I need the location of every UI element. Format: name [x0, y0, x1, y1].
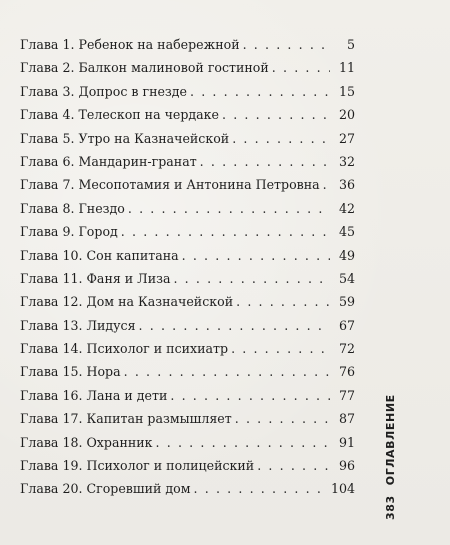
toc-entry — [20, 294, 355, 317]
toc-leader-dots — [128, 201, 330, 216]
toc-entry — [20, 177, 355, 200]
toc-entry — [20, 201, 355, 224]
toc-entry-title: Глава 9. Город — [20, 224, 118, 240]
toc-leader-dots — [232, 131, 330, 146]
toc-entry — [20, 435, 355, 458]
toc-leader-dots — [235, 411, 330, 426]
toc-entry — [20, 84, 355, 107]
toc-entry-page: 5 — [346, 37, 355, 52]
toc-entry-title: Глава 8. Гнездо — [20, 200, 125, 216]
toc-entry-page: 49 — [338, 247, 355, 263]
toc-entry-title: Глава 7. Месопотамия и Антонина Петровна — [20, 177, 320, 193]
table-of-contents — [20, 37, 355, 505]
toc-entry-page: 36 — [338, 177, 355, 193]
toc-entry-page: 32 — [338, 153, 355, 169]
toc-entry — [20, 481, 355, 504]
toc-entry-title: Глава 18. Охранник — [20, 434, 153, 450]
toc-entry-title: Глава 2. Балкон малиновой гостиной — [20, 60, 269, 76]
toc-entry-page: 67 — [338, 317, 355, 333]
toc-entry-page: 45 — [338, 224, 355, 240]
toc-leader-dots — [272, 60, 330, 75]
toc-entry-title: Глава 16. Лана и дети — [20, 387, 168, 403]
running-head-label: ОГЛАВЛЕНИЕ — [384, 394, 397, 486]
toc-entry — [20, 364, 355, 387]
toc-entry — [20, 318, 355, 341]
toc-entry-title: Глава 11. Фаня и Лиза — [20, 270, 171, 286]
toc-entry-title: Глава 5. Утро на Казначейской — [20, 130, 230, 146]
toc-entry-title: Глава 3. Допрос в гнезде — [20, 83, 187, 99]
toc-entry-title: Глава 6. Мандарин-гранат — [20, 153, 197, 169]
toc-entry-page: 76 — [338, 364, 355, 380]
toc-entry-title: Глава 13. Лидуся — [20, 317, 136, 333]
toc-entry-page: 96 — [338, 458, 355, 474]
toc-leader-dots — [231, 341, 330, 356]
toc-entry-title: Глава 1. Ребенок на набережной — [20, 37, 240, 52]
toc-entry — [20, 271, 355, 294]
toc-entry-page: 20 — [338, 107, 355, 123]
toc-leader-dots — [173, 271, 330, 286]
toc-entry-title: Глава 20. Сгоревший дом — [20, 481, 191, 497]
toc-leader-dots — [236, 294, 330, 309]
toc-leader-dots — [182, 248, 330, 263]
toc-entry-title: Глава 14. Психолог и психиатр — [20, 341, 229, 357]
toc-entry — [20, 224, 355, 247]
toc-entry-title: Глава 4. Телескоп на чердаке — [20, 107, 220, 123]
running-head — [381, 380, 403, 520]
toc-entry — [20, 154, 355, 177]
toc-entry-title: Глава 15. Нора — [20, 364, 121, 380]
toc-entry-title: Глава 12. Дом на Казначейской — [20, 294, 234, 310]
toc-leader-dots — [323, 177, 330, 192]
toc-entry — [20, 248, 355, 271]
toc-entry — [20, 388, 355, 411]
toc-entry-page: 91 — [338, 434, 355, 450]
toc-leader-dots — [124, 364, 330, 379]
toc-entry-title: Глава 17. Капитан размышляет — [20, 411, 232, 427]
toc-entry-page: 87 — [338, 411, 355, 427]
toc-entry-page: 42 — [338, 200, 355, 216]
toc-entry-page: 77 — [338, 387, 355, 403]
page-number: 383 — [384, 495, 397, 520]
toc-entry — [20, 458, 355, 481]
toc-entry — [20, 107, 355, 130]
toc-entry-page: 72 — [338, 341, 355, 357]
toc-entry-title: Глава 19. Психолог и полицейский — [20, 458, 255, 474]
toc-leader-dots — [200, 154, 330, 169]
toc-leader-dots — [121, 224, 330, 239]
toc-entry-page: 11 — [338, 60, 355, 76]
toc-leader-dots — [194, 481, 328, 496]
toc-entry-page: 15 — [338, 83, 355, 99]
toc-leader-dots — [257, 458, 330, 473]
running-head-text — [384, 394, 397, 520]
toc-leader-dots — [222, 107, 330, 122]
toc-entry — [20, 411, 355, 434]
toc-entry — [20, 37, 355, 60]
toc-entry-title: Глава 10. Сон капитана — [20, 247, 179, 263]
toc-entry-page: 27 — [338, 130, 355, 146]
toc-leader-dots — [139, 318, 330, 333]
toc-entry-page: 104 — [330, 481, 355, 497]
toc-leader-dots — [190, 84, 330, 99]
toc-entry — [20, 341, 355, 364]
toc-entry-page: 59 — [338, 294, 355, 310]
toc-leader-dots — [156, 435, 330, 450]
toc-entry — [20, 60, 355, 83]
toc-leader-dots — [243, 37, 330, 52]
toc-leader-dots — [170, 388, 330, 403]
toc-entry — [20, 131, 355, 154]
toc-entry-page: 54 — [338, 270, 355, 286]
